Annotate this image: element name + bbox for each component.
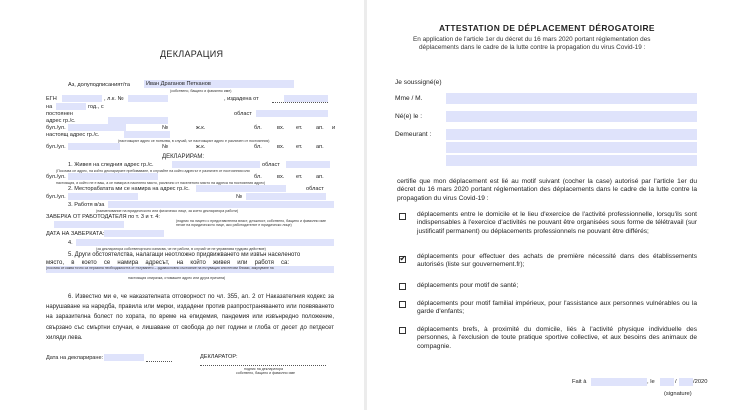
label-vh-2: вх. [277,144,285,150]
item-1-oblast: област [262,162,280,168]
address-input-1[interactable] [446,129,697,140]
sub-zaverka-hint: (подпис на лицето с представителна власт, длъжност, собствено, бащино и фамилно име [176,219,327,223]
ne-label: Né(e) le : [395,113,423,120]
label-na: на [46,104,53,110]
option-text-4: déplacements pour motif familial impérieux, pour l'assistance aux personnes vulnérables ou la garde d'enfants; [417,300,697,316]
label-i: и [332,125,336,131]
birthdate-input[interactable] [446,111,697,122]
sub-5-hint: (посочва се каква точно са неразяна необходимостта от пътуването – здравословно състояние на пътуващия или негови близки, закупуване на [46,266,274,270]
label-bul-2: бул./ул. [46,144,66,150]
item-1-bul: бул./ул. [46,174,66,180]
date-dots [146,361,172,362]
name-input[interactable] [446,93,697,104]
employer-certification: ЗАВЕРКА ОТ РАБОТОДАТЕЛЯ по т. 3 и т. 4: [46,214,160,220]
label-ap-2: ап. [316,144,324,150]
label-bl-2: бл. [254,144,262,150]
item-2-no-field[interactable] [246,193,326,200]
item-1-ap: ап. [316,174,324,180]
address-city-field[interactable] [108,117,168,124]
item-3-label: 3. Работя в/за [68,202,105,208]
present-address-field[interactable] [124,131,170,138]
option-text-3: déplacements pour motif de santé; [417,282,519,289]
option-checkbox-2[interactable] [399,256,406,263]
item-2-street-field[interactable] [68,193,138,200]
item-2-oblast: област [306,186,324,192]
declarator-label: ДЕКЛАРАТОР: [200,354,238,360]
sub-1-hint: (Посочва се адрес, на който декларирате пребиваване, в случайте на който адресът е различен от постоянния или [56,169,250,173]
fait-place-input[interactable] [591,378,647,386]
soussigne-label: Je soussigné(e) [395,79,442,86]
mme-label: Mme / M. [395,95,423,102]
le-label: , le [647,379,655,385]
egn-field[interactable] [62,95,102,102]
sub-5b-hint: настоящия спирачка, стомашен адрес или друга причина) [128,276,226,280]
label-zhk-2: ж.к. [196,144,206,150]
french-attestation-page [367,0,730,410]
label-no-2: № [162,144,169,150]
sub-1b-hint: настоящия, и който не е ваш, а се намира в населено място, различно от населеното място на адреса на постоянния адрес) [56,181,266,185]
sub-name-hint: (собствено, бащино и фамилно име) [170,89,232,93]
label-bl: бл. [254,125,262,131]
option-text-5: déplacements brefs, à proximité du domicile, liés à l'activité physique individuelle des personnes, à l'exclusion de toute pratique sportive collective, et aux besoins des animaux de compagnie. [417,326,697,350]
declare-heading: ДЕКЛАРИРАМ: [162,154,205,160]
declaration-date-field[interactable] [104,354,144,361]
signature-dots [200,365,326,366]
item-1-bl: бл. [254,174,262,180]
day-input[interactable] [660,378,674,386]
izdadena-dots [272,102,328,103]
sub-zaverka-hint-2: печат на юридическото лице, ако работодателят е юридическо лице) [176,223,292,227]
address-input-2[interactable] [446,142,697,153]
label-izdadena: , издадена от [224,96,259,102]
item-6-paragraph: 6. Известно ми е, че наказателната отговорност по чл. 355, ал. 2 от Наказателния кодекс за нарушаване на наредба, правила или мерки, издадени против разпространяването или появяването на заразителна болест по хората, по време на епидемия, пандемия или извънредно положение, свързано със смъртни случаи, е лишаване от свобода до пет години и глоба от десет до петдесет хиляди лева. [46,294,334,341]
label-et: ет. [296,125,303,131]
label-god: год., с [88,104,104,110]
item-2-bul: бул./ул. [46,194,66,200]
label-et-2: ет. [296,144,303,150]
declaration-date-label: Дата на деклариране: [46,355,104,361]
lk-field[interactable] [128,95,168,102]
bulgarian-declaration-page [0,0,364,410]
name-field-value: Иван Драганов Петканов [146,81,211,87]
certification-date-field[interactable] [104,230,164,237]
label-oblast: област [234,111,252,117]
sub-4-hint: (за декларатора собственоръчно изписва, че не работи, в случай че не управлява трудово действие) [96,247,266,251]
na-field[interactable] [56,103,86,110]
label-no: № [162,125,169,131]
item-4-label: 4. [68,240,73,246]
sub-nastoyasht-hint: (настоящият адрес се попълва, в случай, че настоящият адрес е различен от постоянния) [118,139,270,143]
label-bul: бул./ул. [46,125,66,131]
option-checkbox-1[interactable] [399,213,406,220]
item-1-oblast-field[interactable] [286,161,330,168]
label-ap: ап. [316,125,324,131]
attestation-subtitle-1: En application de l'article 1er du décret du 16 mars 2020 portant réglementation des [413,36,651,43]
option-checkbox-5[interactable] [399,327,406,334]
label-zhk: ж.к. [196,125,206,131]
certify-paragraph: certifie que mon déplacement est lié au motif suivant (cocher la case) autorisé par l'article 1er du décret du 16 mars 2020 portant réglementation des déplacements dans le cadre de la lutte contre la propagation du virus Covid-19 : [397,178,697,202]
option-text-2: déplacements pour effectuer des achats de première nécessité dans des établissements autorisés (liste sur gouvernement.fr); [417,253,697,269]
certification-date-label: ДАТА НА ЗАВЕРКАТА: [46,231,105,237]
label-postoyanen: постоянен [46,111,73,117]
fait-label: Fait à [572,379,587,385]
izdadena-field[interactable] [284,95,328,102]
label-as: Аз, долуподписаният/та [68,82,131,88]
employer-field[interactable] [108,201,334,208]
label-egn: ЕГН [46,96,57,102]
item-5-line-1: 5. Други обстоятелства, налагащи неотложно придвижването ми извън населеното [68,252,301,258]
item-1-vh: вх. [277,174,285,180]
item-5-line-2: място, в което се намира адресът, на който живея или работя са: [46,260,290,266]
item-1-label: 1. Живея на следния адрес гр./с. [68,162,154,168]
sub-sign-hint-2: собствено, бащино и фамилно име [236,371,296,375]
street-field-2[interactable] [68,143,120,150]
item-1-street-field[interactable] [68,173,158,180]
month-input[interactable] [679,378,693,386]
sub-sign-hint: подпис на декларатора [244,367,284,371]
option-text-1: déplacements entre le domicile et le lieu d'exercice de l'activité professionnelle, lorsqu'ils sont indispensables à l'exercice d'activités ne pouvant être organisées sous forme de télétravail (sur justificatif permanent) ou déplacements professionnels ne pouvant être différés; [417,211,697,235]
item-1-field[interactable] [172,161,260,168]
year-label: /2020 [693,379,708,385]
label-lk: , л.к. № [104,96,124,102]
item-4-field[interactable] [76,239,334,246]
page-title: ДЕКЛАРАЦИЯ [160,49,224,59]
option-checkbox-3[interactable] [399,283,406,290]
address-input-3[interactable] [446,155,697,166]
item-2-label: 2. Месторабатата ми се намира на адрес гр./с. [68,186,190,192]
attestation-title: ATTESTATION DE DÉPLACEMENT DÉROGATOIRE [439,23,655,33]
street-field[interactable] [68,124,126,131]
signature-label: (signature) [664,391,692,397]
date-slash: / [675,379,677,385]
sub-3-hint: (наименование на юридическото или физическо лице, за което декларатора работи) [96,209,239,213]
demeurant-label: Demeurant : [395,131,432,138]
item-2-no: № [236,194,243,200]
item-1-et: ет. [296,174,303,180]
attestation-subtitle-2: déplacements dans le cadre de la lutte contre la propagation du virus Covid-19 : [419,44,646,51]
item-2-field[interactable] [196,185,286,192]
label-nastoyasht: настоящ адрес гр./с. [46,132,100,138]
certification-field[interactable] [54,221,124,228]
label-adres: адрес гр./с. [46,118,76,124]
oblast-field[interactable] [256,110,328,117]
option-checkbox-4[interactable] [399,301,406,308]
label-vh: вх. [277,125,285,131]
